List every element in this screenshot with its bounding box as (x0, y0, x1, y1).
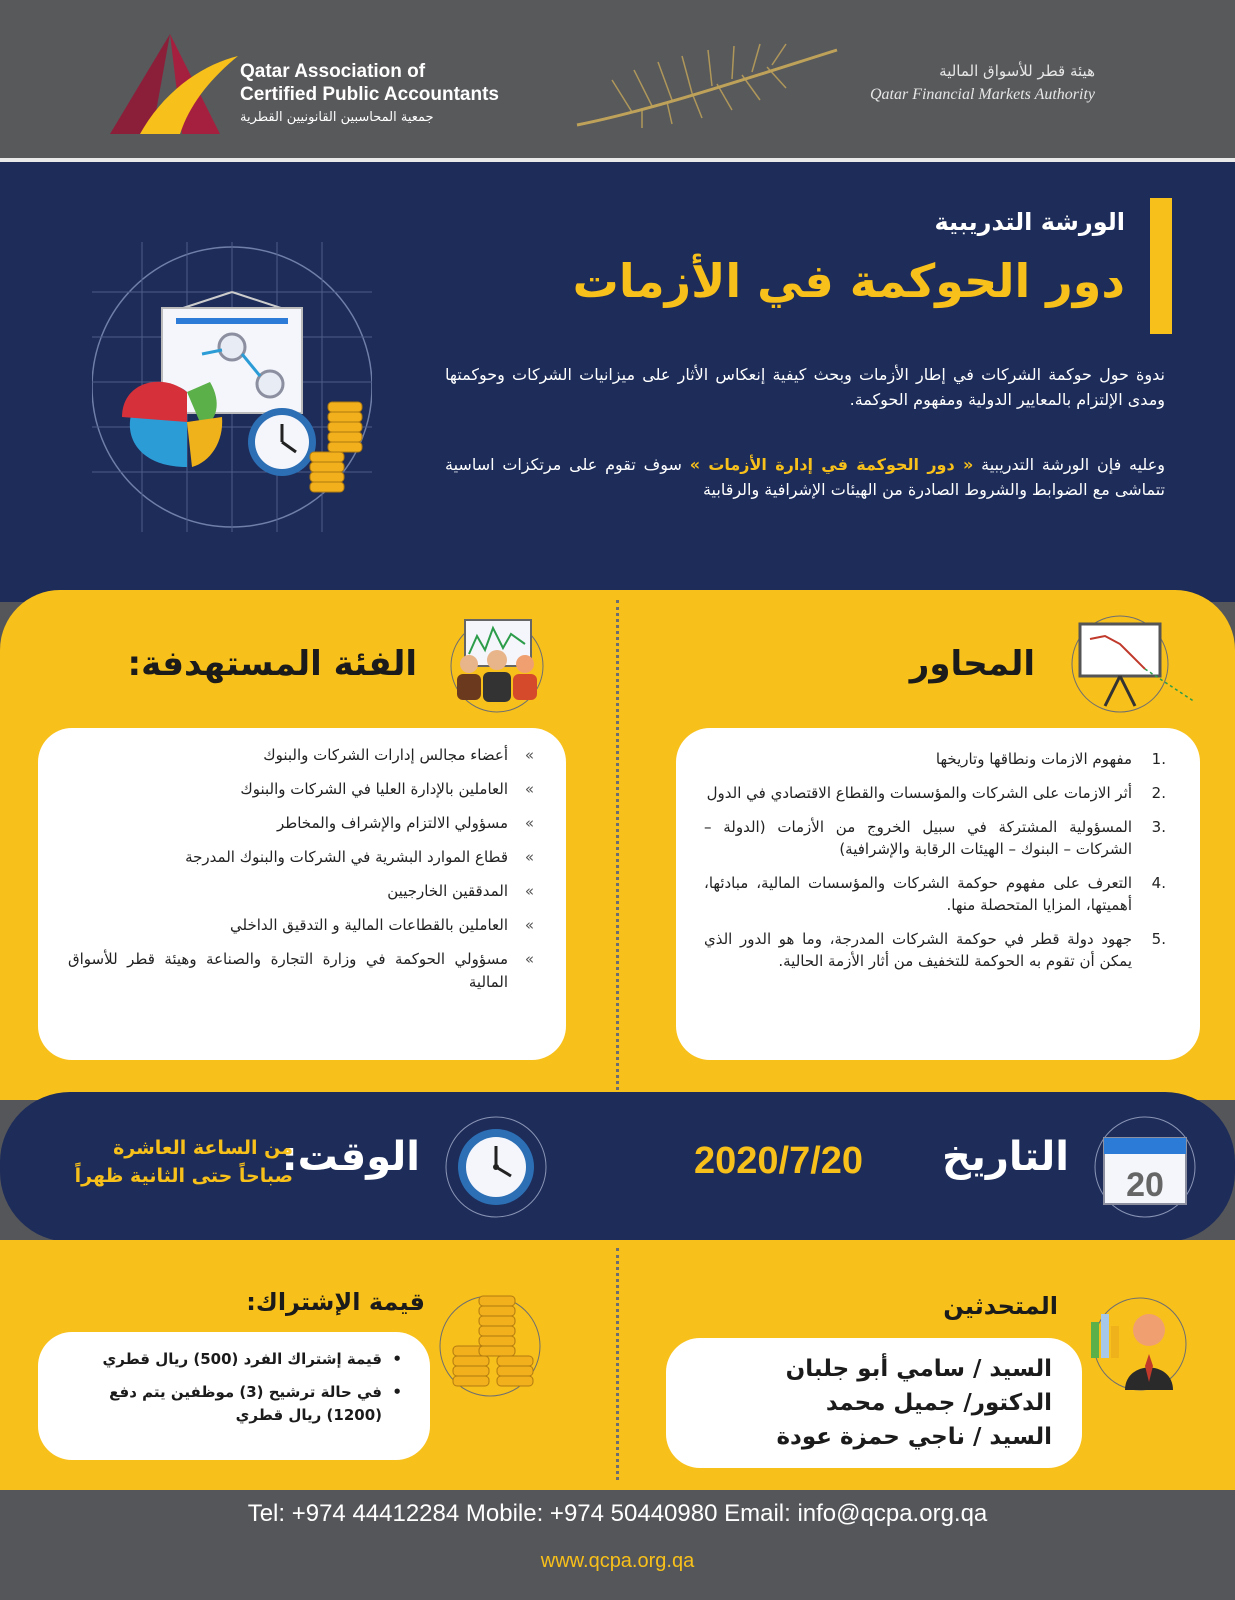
time-label: الوقت: (281, 1134, 420, 1180)
website-link[interactable]: www.qcpa.org.qa (540, 1550, 695, 1572)
speakers-card (666, 1338, 1082, 1468)
list-item: » أعضاء مجالس إدارات الشركات والبنوك (68, 744, 540, 767)
title-accent-bar (1150, 198, 1172, 334)
header (0, 0, 1235, 160)
list-item (704, 872, 1166, 916)
list-item: » قطاع الموارد البشرية في الشركات والبنوك المدرجة (68, 846, 540, 869)
item-text: المسؤولية المشتركة في سبيل الخروج من الأزمات (الدولة – الشركات – البنوك – الهيئات الرقابة والإشرافية) (704, 818, 1132, 858)
list-item: » المدققين الخارجيين (68, 880, 540, 903)
item-number: .4 (1151, 874, 1166, 892)
intro-paragraph-2 (445, 452, 1165, 502)
section-divider (616, 600, 619, 1090)
axes-title: المحاور (909, 644, 1035, 684)
axes-list (704, 748, 1166, 984)
target-list (68, 744, 540, 1005)
qcpa-name-line1: Qatar Association of (240, 61, 426, 82)
time-line-2: صباحاً حتى الثانية ظهراً (74, 1165, 293, 1187)
speaker-name: الدكتور/ جميل محمد (825, 1390, 1052, 1416)
list-item (704, 816, 1166, 860)
qfma-name-english: Qatar Financial Markets Authority (869, 86, 1095, 103)
qcpa-name-line2: Certified Public Accountants (240, 84, 499, 105)
list-item: • قيمة إشتراك الفرد (500) ريال قطري (62, 1348, 408, 1371)
target-audience-icon (445, 614, 550, 714)
target-card (38, 728, 566, 1060)
list-item: » العاملين بالإدارة العليا في الشركات والبنوك (68, 778, 540, 801)
item-text: جهود دولة قطر في حوكمة الشركات المدرجة، وما هو الدور الذي يمكن أن تقوم به الحوكمة للتخفيف من أثار الأزمة الحالية. (704, 930, 1132, 970)
item-text: أثر الازمات على الشركات والمؤسسات والقطاع الاقتصادي في الدول (706, 784, 1132, 802)
intro-paragraph-2-start: وعليه فإن الورشة التدريبية (981, 455, 1165, 474)
list-item: » مسؤولي الالتزام والإشراف والمخاطر (68, 812, 540, 835)
item-number: .3 (1151, 818, 1166, 836)
clock-icon (443, 1114, 549, 1220)
speaker-icon (1085, 1296, 1195, 1392)
workshop-title: دور الحوكمة في الأزمات (572, 254, 1125, 308)
list-item: » مسؤولي الحوكمة في وزارة التجارة والصناعة وهيئة قطر للأسواق المالية (68, 948, 540, 994)
time-line-1: من الساعة العاشرة (113, 1137, 293, 1159)
axes-card (676, 728, 1200, 1060)
intro-section (0, 162, 1235, 602)
fees-list (62, 1348, 408, 1437)
qfma-name-arabic: هيئة قطر للأسواق المالية (939, 62, 1095, 80)
qfma-name (870, 62, 1095, 104)
presentation-board-icon (1065, 614, 1200, 714)
calendar-day: 20 (1126, 1166, 1164, 1204)
item-number: .5 (1151, 930, 1166, 948)
fees-card (38, 1332, 430, 1460)
governance-chart-illustration (92, 242, 372, 532)
contact-info: Tel: +974 44412284 Mobile: +974 50440980 Email: info@qcpa.org.qa (247, 1500, 988, 1527)
qcpa-logo-icon (110, 34, 240, 136)
intro-paragraph-2-end: سوف تقوم على مرتكزات اساسية تتماشى مع الضوابط والشروط الصادرة من الهيئات الإشرافية والرقابية (445, 455, 1165, 499)
target-title: الفئة المستهدفة: (127, 644, 417, 684)
calendar-icon (1090, 1114, 1200, 1220)
schedule-band (0, 1092, 1235, 1242)
list-item: • في حالة ترشيح (3) موظفين يتم دفع (1200) ريال قطري (62, 1381, 408, 1427)
fees-title: قيمة الإشتراك: (246, 1288, 425, 1316)
item-number: .2 (1151, 784, 1166, 802)
speaker-name: السيد / سامي أبو جلبان (785, 1356, 1052, 1382)
date-value: 2020/7/20 (694, 1140, 864, 1182)
list-item (704, 928, 1166, 972)
speaker-name: السيد / ناجي حمزة عودة (776, 1424, 1052, 1450)
speakers-title: المتحدثين (943, 1292, 1058, 1320)
date-label: التاريخ (942, 1134, 1069, 1180)
palm-leaf-icon (572, 40, 842, 130)
workshop-subtitle: الورشة التدريبية (934, 208, 1125, 236)
qcpa-name (240, 60, 499, 125)
intro-paragraph-1: ندوة حول حوكمة الشركات في إطار الأزمات وبحث كيفية إنعكاس الأثار على ميزانيات الشركات وحوكمتها ومدى الإلتزام بالمعايير الدولية ومفهوم الحوكمة. (445, 365, 1165, 409)
item-text: مفهوم الازمات ونطاقها وتاريخها (935, 750, 1132, 768)
qcpa-name-arabic: جمعية المحاسبين القانونيين القطرية (240, 110, 434, 125)
coins-icon (435, 1290, 545, 1402)
speakers-list (776, 1352, 1052, 1454)
item-number: .1 (1151, 750, 1166, 768)
section-divider (616, 1248, 619, 1480)
intro-paragraph-2-highlight: « دور الحوكمة في إدارة الأزمات » (689, 455, 974, 474)
item-text: التعرف على مفهوم حوكمة الشركات والمؤسسات المالية، مبادئها، أهميتها، المزايا المتحصلة منها. (704, 874, 1132, 914)
list-item: » العاملين بالقطاعات المالية و التدقيق الداخلي (68, 914, 540, 937)
list-item (704, 782, 1166, 804)
list-item (704, 748, 1166, 770)
time-value (75, 1134, 293, 1190)
